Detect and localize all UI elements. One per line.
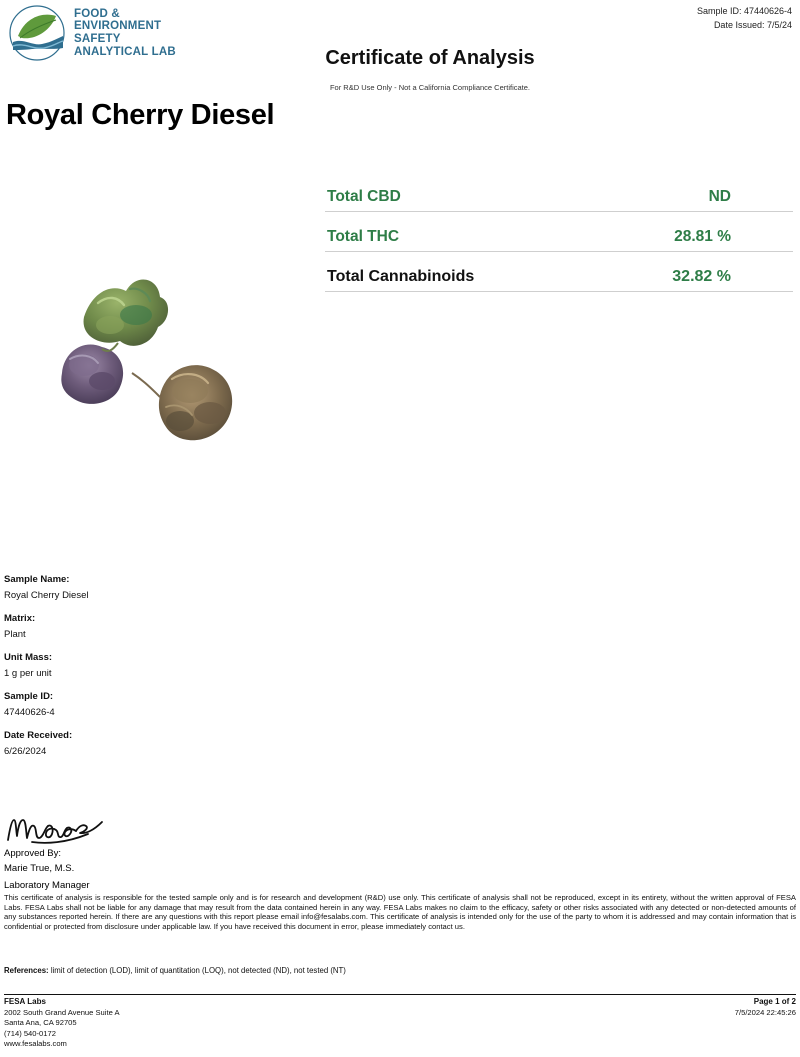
references-label: References: <box>4 966 49 975</box>
info-value: 6/26/2024 <box>4 746 47 757</box>
info-value: Royal Cherry Diesel <box>4 590 89 601</box>
footer-website[interactable]: www.fesalabs.com <box>4 1039 67 1049</box>
summary-value: 32.82 % <box>672 268 731 285</box>
references-note <box>4 966 604 975</box>
product-name: Royal Cherry Diesel <box>6 99 275 131</box>
references-text: limit of detection (LOD), limit of quantitation (LOQ), not detected (ND), not tested (NT) <box>50 966 346 975</box>
list-item <box>4 613 304 640</box>
page-number: Page 1 of 2 <box>753 997 796 1006</box>
logo-line-2: ENVIRONMENT <box>74 20 162 33</box>
sample-info-list <box>4 574 304 769</box>
table-row <box>325 252 793 292</box>
handwritten-signature-icon <box>4 812 109 846</box>
summary-label: Total Cannabinoids <box>327 268 475 285</box>
table-row <box>325 172 793 212</box>
potency-summary-table <box>325 172 793 292</box>
summary-value: ND <box>708 188 731 205</box>
approver-name: Marie True, M.S. <box>4 863 75 874</box>
approved-by-label: Approved By: <box>4 848 62 859</box>
legal-disclaimer: This certificate of analysis is responsible for the tested sample only and is for research and development (R&D) use only. This certificate of analysis shall not be reproduced, except in its entirety, without the written approval of FESA Labs. FESA Labs shall not be liable for any damage that may result from the data contained herein in any way. FESA Labs makes no claim to the efficacy, safety or other risks associated with any detected or non-detected amounts of any substances reported herein. If there are any questions with this report please email info@fesalabs.com. This certificate of analysis is intended only for the use of the party to whom it is addressed and may contain information that is confidential or protected from disclosure under applicable law. If you have received this document in error, please immediately contact us. <box>4 893 796 931</box>
footer-timestamp: 7/5/2024 22:45:26 <box>734 1007 796 1017</box>
footer-left <box>4 997 120 1050</box>
info-value: Plant <box>4 629 26 640</box>
list-item <box>4 574 304 601</box>
footer-address-line-1: 2002 South Grand Avenue Suite A <box>4 1007 120 1017</box>
approval-signature-block <box>4 812 324 891</box>
header-sample-id: Sample ID: 47440626-4 <box>696 6 792 16</box>
table-row <box>325 212 793 252</box>
footer-address-line-2: Santa Ana, CA 92705 <box>4 1018 77 1028</box>
footer-divider <box>4 994 796 995</box>
info-key: Unit Mass: <box>4 652 53 663</box>
list-item <box>4 652 304 679</box>
list-item <box>4 691 304 718</box>
info-value: 1 g per unit <box>4 668 52 679</box>
info-key: Sample Name: <box>4 574 70 585</box>
footer-phone: (714) 540-0172 <box>4 1028 56 1038</box>
header-date-issued: Date Issued: 7/5/24 <box>713 20 792 30</box>
footer-right <box>735 997 796 1018</box>
logo-line-1: FOOD & <box>74 7 120 20</box>
page-title-text: Certificate of Analysis <box>325 47 535 69</box>
document-footer <box>4 997 796 1050</box>
summary-label: Total THC <box>327 228 400 245</box>
approver-role: Laboratory Manager <box>4 880 90 891</box>
summary-label: Total CBD <box>327 188 401 205</box>
page-title <box>0 47 800 70</box>
info-key: Date Received: <box>4 730 73 741</box>
logo-line-4: ANALYTICAL LAB <box>74 45 176 58</box>
info-key: Matrix: <box>4 613 36 624</box>
info-key: Sample ID: <box>4 691 54 702</box>
info-value: 47440626-4 <box>4 707 55 718</box>
cannabis-flower-photo <box>40 255 270 470</box>
header-meta <box>697 4 792 32</box>
summary-value: 28.81 % <box>674 228 731 245</box>
rd-use-disclaimer: For R&D Use Only - Not a California Compliance Certificate. <box>329 83 531 92</box>
list-item <box>4 730 304 757</box>
footer-lab-name: FESA Labs <box>4 997 46 1006</box>
logo-line-3: SAFETY <box>74 33 121 45</box>
